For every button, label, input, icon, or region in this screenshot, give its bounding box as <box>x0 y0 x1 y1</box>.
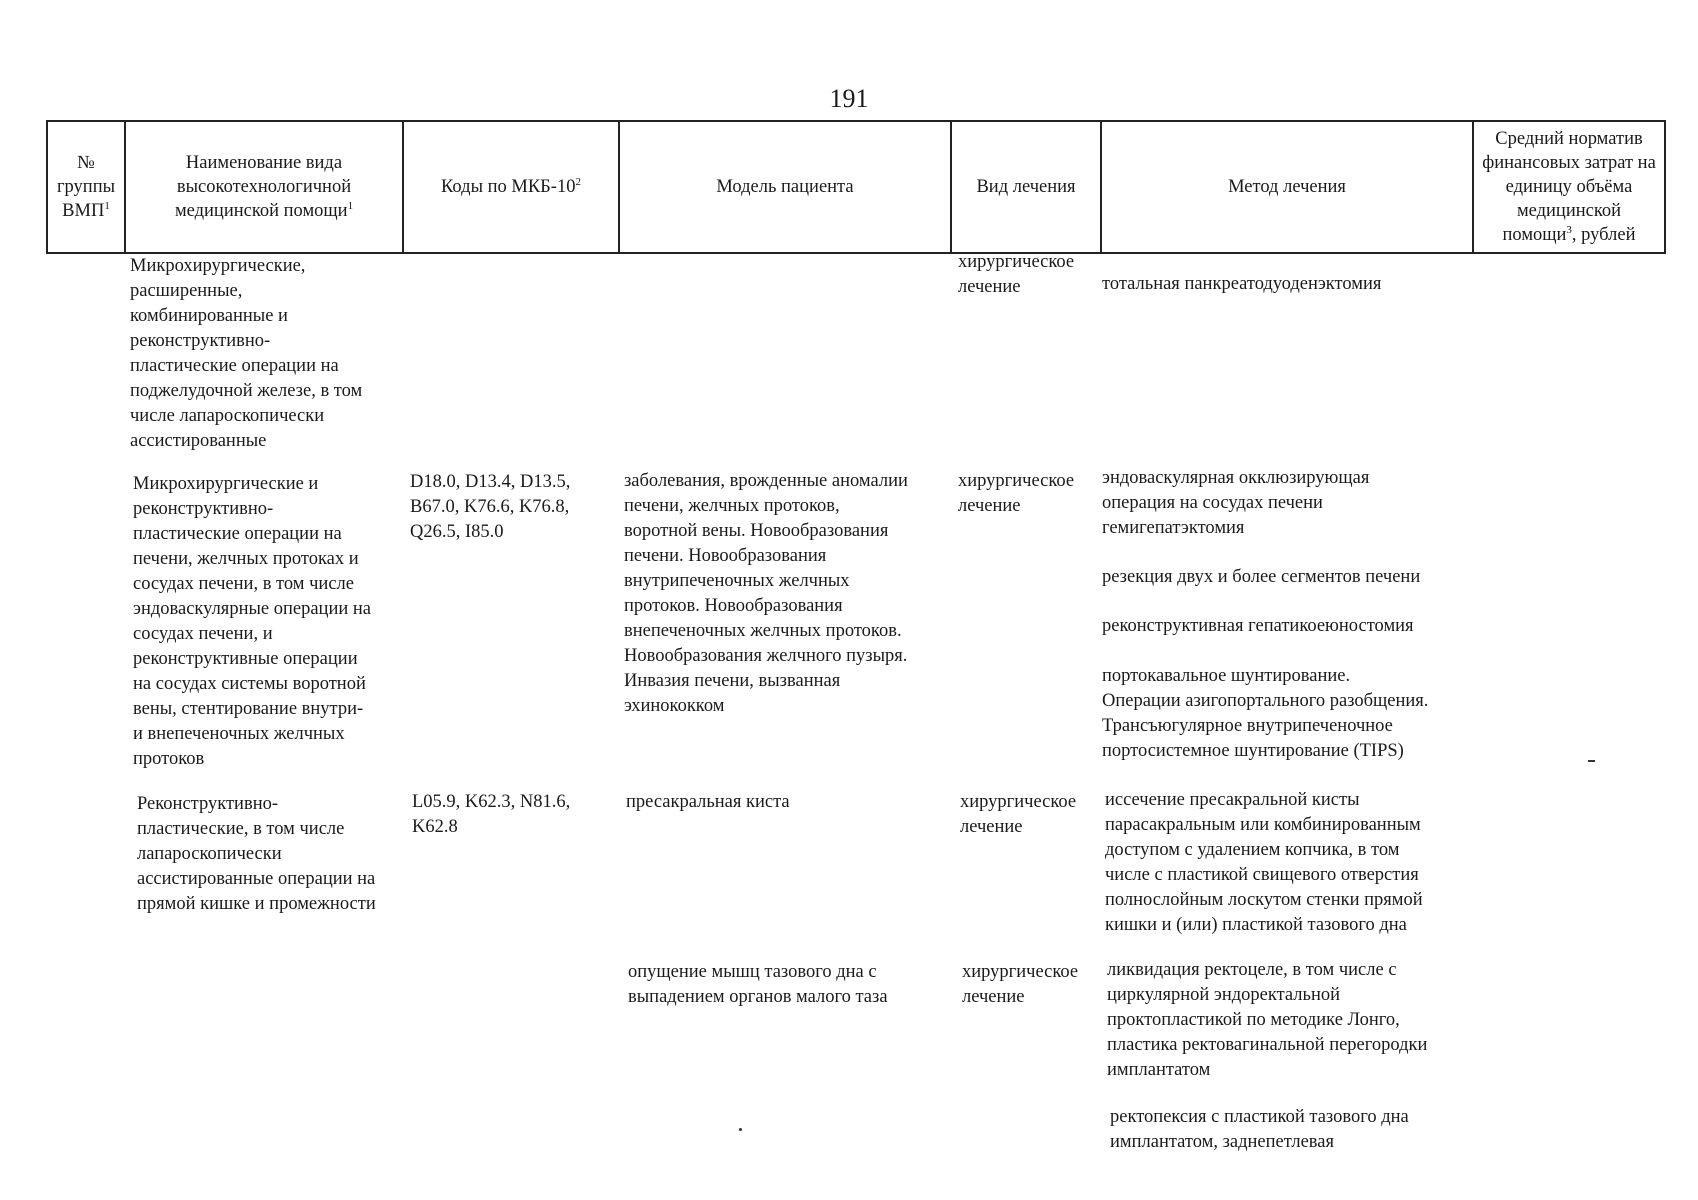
patient-model: опущение мышц тазового дна с выпадением органов малого таза <box>628 962 888 1007</box>
no-cost-dash <box>1588 760 1595 762</box>
header-average-cost-unit: , рублей <box>1571 225 1636 245</box>
header-treatment-type-label: Вид лечения <box>976 177 1076 197</box>
patient-model: пресакральная киста <box>626 792 790 812</box>
icd-codes: L05.9, K62.3, N81.6, K62.8 <box>412 792 571 837</box>
table-body <box>0 254 1698 1194</box>
footnote-marker: 1 <box>347 199 354 212</box>
footnote-marker: 2 <box>575 175 581 188</box>
header-care-type <box>124 120 402 254</box>
treatment-method: тотальная панкреатодуоденэктомия <box>1102 274 1382 294</box>
header-treatment-type <box>950 120 1100 254</box>
care-type-name: Реконструктивно- пластические, в том числе лапароскопически ассистированные операции на прямой кишке и промежности <box>137 794 376 914</box>
treatment-method: реконструктивная гепатикоеюностомия <box>1102 616 1414 636</box>
header-care-type-label: Наименование вида высокотехнологичной медицинской помощи <box>174 153 352 221</box>
treatment-method: портокавальное шунтирование. Операции азигопортального разобщения. Трансъюгулярное внутрипеченочное портосистемное шунтирование (TIPS) <box>1102 666 1429 761</box>
treatment-type: хирургическое лечение <box>958 471 1075 516</box>
header-icd-codes <box>402 120 618 254</box>
treatment-type: хирургическое лечение <box>960 792 1077 837</box>
header-group-number <box>46 120 124 254</box>
stray-dot <box>739 1128 742 1131</box>
treatment-type: хирургическое лечение <box>958 252 1075 297</box>
header-group-number-label: № группы ВМП <box>56 153 116 221</box>
header-average-cost <box>1472 120 1666 254</box>
icd-codes: D18.0, D13.4, D13.5, B67.0, K76.6, K76.8, Q26.5, I85.0 <box>410 472 571 542</box>
footnote-marker: 3 <box>1566 223 1572 236</box>
treatment-method: иссечение пресакральной кисты парасакральным или комбинированным доступом с удалением копчика, в том числе с пластикой свищевого отверстия полнослойным лоскутом стенки прямой кишки и (или) пластикой тазового дна <box>1105 790 1423 935</box>
treatment-method: эндоваскулярная окклюзирующая операция на сосудах печени гемигепатэктомия <box>1102 468 1370 538</box>
header-icd-codes-label: Коды по МКБ-10 <box>441 177 576 197</box>
page-number: 191 <box>829 84 869 113</box>
footnote-marker: 1 <box>104 199 110 212</box>
treatment-method: резекция двух и более сегментов печени <box>1102 567 1421 587</box>
header-treatment-method <box>1100 120 1472 254</box>
header-average-cost-label: Средний норматив финансовых затрат на единицу объёма медицинской помощи <box>1482 129 1656 245</box>
header-patient-model-label: Модель пациента <box>716 177 854 197</box>
table-header <box>46 120 1666 254</box>
treatment-type: хирургическое лечение <box>962 962 1079 1007</box>
treatment-method: ликвидация ректоцеле, в том числе с циркулярной эндоректальной проктопластикой по методике Лонго, пластика ректовагинальной перегородки имплантатом <box>1107 960 1428 1080</box>
patient-model: заболевания, врожденные аномалии печени, желчных протоков, воротной вены. Новообразования печени. Новообразования внутрипеченочных желчных протоков. Новообразования внепеченочных желчных протоков. Новообразования желчного пузыря. Инвазия печени, вызванная эхинококком <box>624 471 908 716</box>
treatment-method: ректопексия с пластикой тазового дна имплантатом, заднепетлевая <box>1110 1107 1409 1152</box>
header-patient-model <box>618 120 950 254</box>
care-type-name: Микрохирургические, расширенные, комбинированные и реконструктивно- пластические операции на поджелудочной железе, в том числе лапароскопически ассистированные <box>130 256 363 451</box>
header-treatment-method-label: Метод лечения <box>1228 177 1346 197</box>
care-type-name: Микрохирургические и реконструктивно- пластические операции на печени, желчных протоках и сосудах печени, в том числе эндоваскулярные операции на сосудах печени, и реконструктивные операции на сосудах системы воротной вены, стентирование внутри- и внепеченочных желчных протоков <box>133 474 371 769</box>
